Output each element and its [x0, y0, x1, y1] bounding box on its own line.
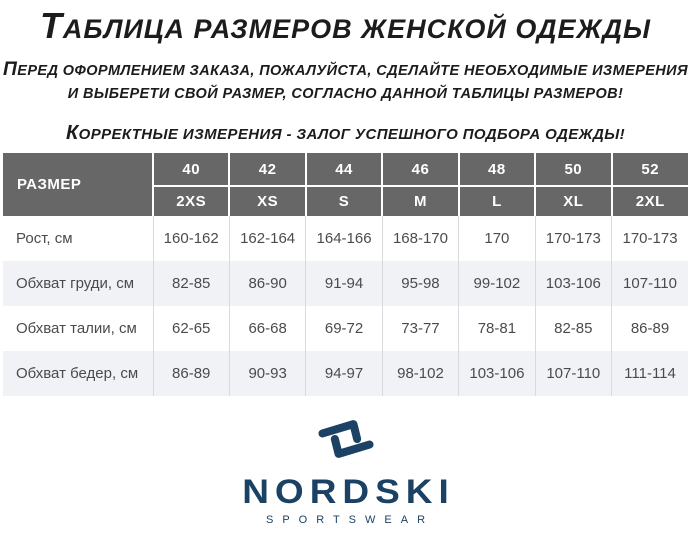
cell-value: 82-85 — [535, 306, 611, 351]
size-number-48: 48 — [459, 153, 535, 186]
cell-value: 170-173 — [535, 216, 611, 261]
row-label: Обхват груди, см — [16, 275, 135, 292]
cell-value: 91-94 — [306, 261, 382, 306]
table-row-height — [3, 216, 688, 261]
cell-value: 86-89 — [612, 306, 688, 351]
size-number-44: 44 — [306, 153, 382, 186]
note-text: КОРРЕКТНЫЕ ИЗМЕРЕНИЯ - ЗАЛОГ УСПЕШНОГО ПОДБОРА ОДЕЖДЫ! — [65, 122, 626, 144]
cell-value: 82-85 — [153, 261, 229, 306]
row-label: Обхват бедер, см — [16, 365, 139, 382]
cell-value: 170 — [459, 216, 535, 261]
cell-value: 78-81 — [459, 306, 535, 351]
size-number-40: 40 — [153, 153, 229, 186]
cell-value: 99-102 — [459, 261, 535, 306]
size-number-50: 50 — [535, 153, 611, 186]
cell-value: 160-162 — [153, 216, 229, 261]
size-number-52: 52 — [612, 153, 688, 186]
row-label: Обхват талии, см — [16, 320, 137, 337]
nordski-logo — [0, 413, 691, 526]
intro-text — [0, 58, 691, 106]
size-number-46: 46 — [382, 153, 458, 186]
cell-value: 168-170 — [382, 216, 458, 261]
cell-value: 107-110 — [612, 261, 688, 306]
cell-value: 107-110 — [535, 351, 611, 396]
table-row-chest — [3, 261, 688, 306]
cell-value: 86-90 — [229, 261, 305, 306]
cell-value: 90-93 — [229, 351, 305, 396]
cell-value: 164-166 — [306, 216, 382, 261]
cell-value: 170-173 — [612, 216, 688, 261]
cell-value: 103-106 — [459, 351, 535, 396]
nordski-n-icon — [315, 413, 377, 465]
cell-value: 66-68 — [229, 306, 305, 351]
row-label: Рост, см — [16, 230, 73, 247]
size-letter-m: M — [382, 186, 458, 216]
cell-value: 94-97 — [306, 351, 382, 396]
size-corner-label: РАЗМЕР — [3, 153, 153, 216]
size-letter-2xl: 2XL — [612, 186, 688, 216]
cell-value: 162-164 — [229, 216, 305, 261]
intro-line-1: ПЕРЕД ОФОРМЛЕНИЕМ ЗАКАЗА, ПОЖАЛУЙСТА, СДЕЛАЙТЕ НЕОБХОДИМЫЕ ИЗМЕРЕНИЯ — [3, 59, 688, 80]
cell-value: 95-98 — [382, 261, 458, 306]
table-row-hips — [3, 351, 688, 396]
size-table — [3, 153, 688, 396]
cell-value: 86-89 — [153, 351, 229, 396]
cell-value: 103-106 — [535, 261, 611, 306]
page-title: ТАБЛИЦА РАЗМЕРОВ ЖЕНСКОЙ ОДЕЖДЫ — [39, 5, 652, 46]
size-letter-s: S — [306, 186, 382, 216]
brand-tagline: SPORTSWEAR — [265, 514, 435, 526]
size-letter-xl: XL — [535, 186, 611, 216]
brand-name: NORDSKI — [242, 472, 455, 511]
cell-value: 73-77 — [382, 306, 458, 351]
cell-value: 111-114 — [612, 351, 688, 396]
size-letter-xs: XS — [229, 186, 305, 216]
cell-value: 98-102 — [382, 351, 458, 396]
table-row-waist — [3, 306, 688, 351]
intro-line-2: И ВЫБЕРЕТИ СВОЙ РАЗМЕР, СОГЛАСНО ДАННОЙ ТАБЛИЦЫ РАЗМЕРОВ! — [67, 86, 624, 102]
cell-value: 62-65 — [153, 306, 229, 351]
size-letter-l: L — [459, 186, 535, 216]
size-letter-2xs: 2XS — [153, 186, 229, 216]
size-number-row — [3, 153, 688, 186]
size-number-42: 42 — [229, 153, 305, 186]
cell-value: 69-72 — [306, 306, 382, 351]
